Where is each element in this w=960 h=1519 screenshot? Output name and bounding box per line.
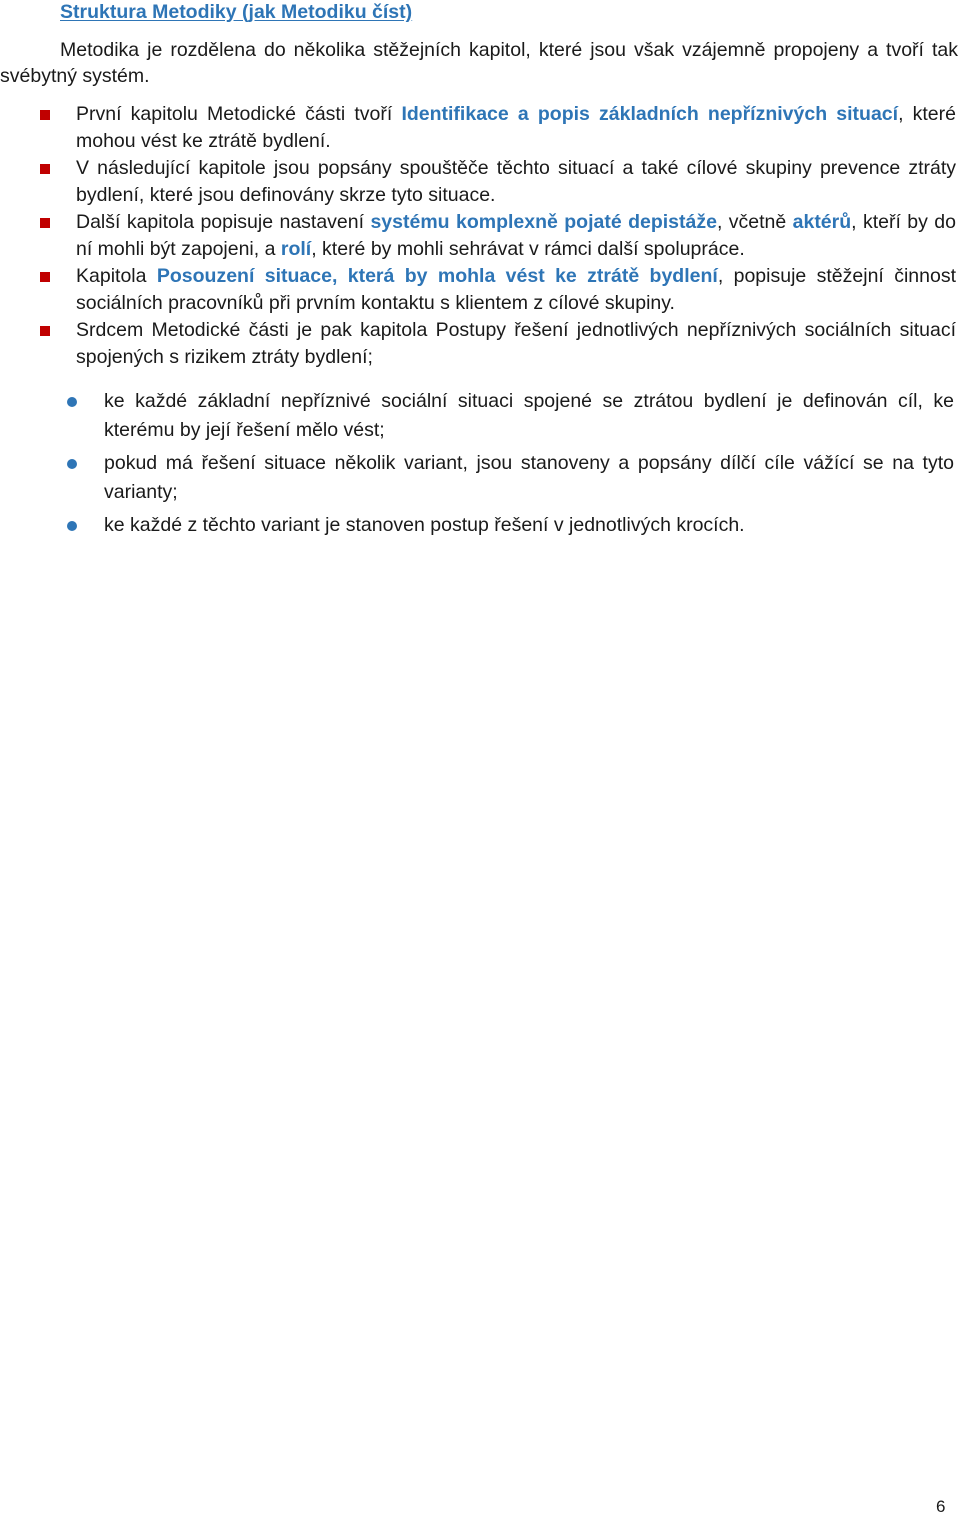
square-bullet-icon [40, 218, 50, 228]
chapter-text: První kapitolu Metodické části tvoří [76, 103, 402, 125]
round-bullet-icon [67, 397, 77, 407]
chapter-text: , které by mohli sehrávat v rámci další spolupráce. [311, 238, 745, 260]
chapter-text: Srdcem Metodické části je pak kapitola Postupy řešení jednotlivých nepříznivých sociálních situací spojených s rizikem ztráty bydlení; [76, 319, 956, 368]
chapter-text: , kteří by do ní mohli být zapojeni, a [76, 211, 956, 260]
chapter-highlight: aktérů [792, 211, 852, 233]
chapter-text: Kapitola [76, 265, 157, 287]
chapter-item [76, 155, 956, 209]
chapter-text: , popisuje stěžejní činnost sociálních pracovníků při prvním kontaktu s klientem z cílové skupiny. [76, 265, 956, 314]
square-bullet-icon [40, 164, 50, 174]
chapter-text: , včetně [716, 211, 793, 233]
chapter-highlight: rolí [280, 238, 312, 260]
chapter-text: V následující kapitole jsou popsány spouštěče těchto situací a také cílové skupiny prevence ztráty bydlení, které jsou definovány skrze tyto situace. [76, 157, 956, 206]
sub-point-text: ke každé základní nepříznivé sociální situaci spojené se ztrátou bydlení je definován cíl, ke kterému by její řešení mělo vést; [104, 390, 954, 441]
sub-point-item [104, 449, 954, 507]
chapter-text: , které mohou vést ke ztrátě bydlení. [76, 103, 956, 152]
sub-point-text: ke každé z těchto variant je stanoven postup řešení v jednotlivých krocích. [104, 514, 745, 536]
sub-point-item [104, 387, 954, 445]
chapter-item [76, 263, 956, 317]
square-bullet-icon [40, 272, 50, 282]
sub-point-text: pokud má řešení situace několik variant, jsou stanoveny a popsány dílčí cíle vážící se na tyto varianty; [104, 452, 954, 503]
square-bullet-icon [40, 110, 50, 120]
chapter-highlight: Identifikace a popis základních nepříznivých situací [401, 103, 899, 125]
page-number: 6 [936, 1497, 946, 1516]
section-heading: Struktura Metodiky (jak Metodiku číst) [60, 1, 413, 23]
chapter-item [76, 209, 956, 263]
round-bullet-icon [67, 521, 77, 531]
chapter-list [0, 101, 960, 371]
sub-point-list [0, 387, 960, 544]
chapter-highlight: systému komplexně pojaté depistáže [370, 211, 717, 233]
intro-paragraph: Metodika je rozdělena do několika stěžejních kapitol, které jsou však vzájemně propojeny a tvoří tak svébytný systém. [0, 39, 958, 87]
sub-point-item [104, 511, 954, 540]
chapter-item [76, 317, 956, 371]
chapter-text: Další kapitola popisuje nastavení [76, 211, 371, 233]
chapter-item [76, 101, 956, 155]
round-bullet-icon [67, 459, 77, 469]
chapter-highlight: Posouzení situace, která by mohla vést ke ztrátě bydlení [156, 265, 718, 287]
square-bullet-icon [40, 326, 50, 336]
